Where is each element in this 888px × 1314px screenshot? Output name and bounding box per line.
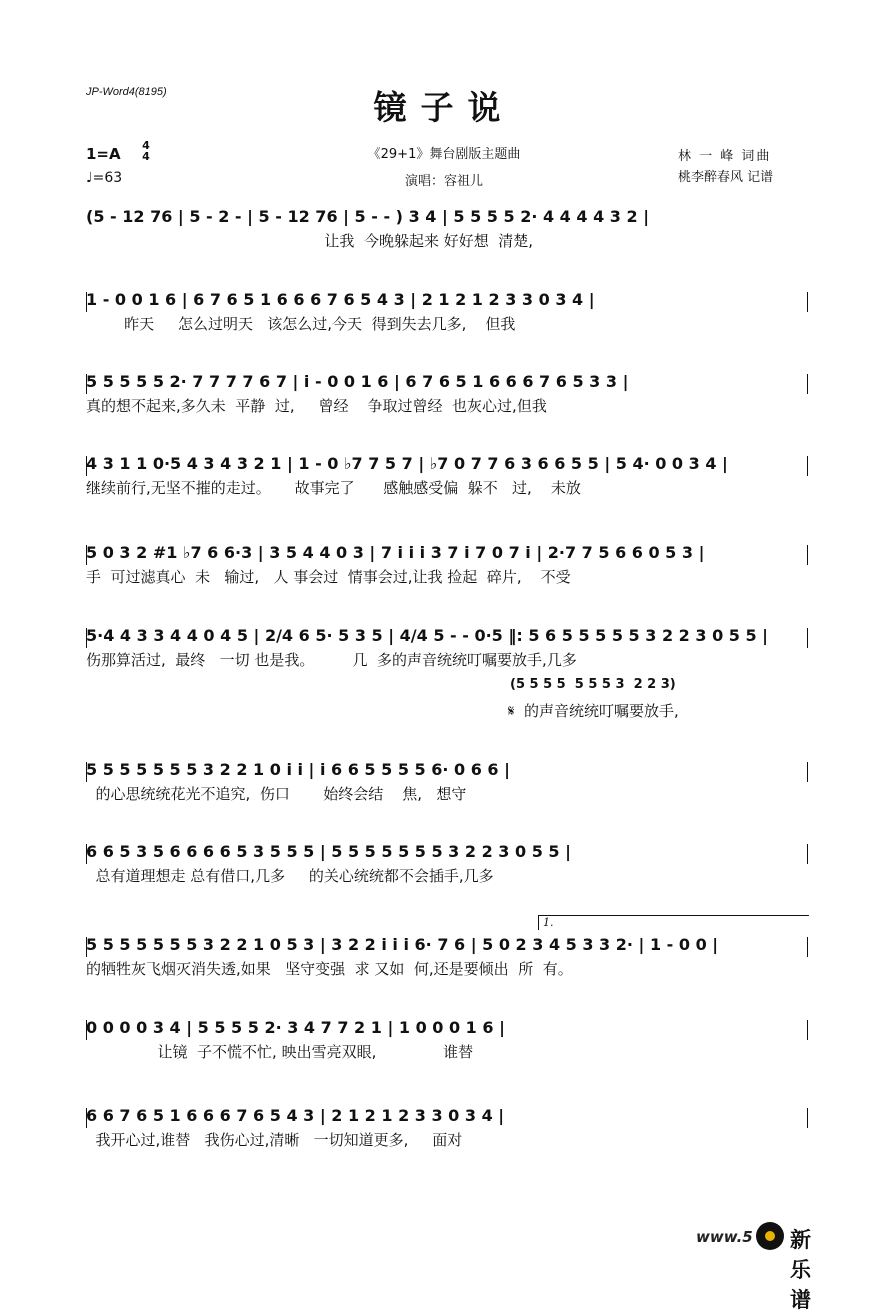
notation-line: 4 3 1 1 0·5 4 3 4 3 2 1 | 1 - 0 ♭7 7 5 7 | ♭7 0 7 7 6 3 6 6 5 5 | 5 4· 0 0 3 4 | [86,454,728,473]
notation-line: 5 5 5 5 5 5 5 3 2 2 1 0 i i | i 6 6 5 5 5 5 6· 0 6 6 | [86,760,510,779]
alternate-lyrics-line [508,700,679,721]
volta-number: 1. [543,916,554,929]
notation-line: 5 5 5 5 5 2· 7 7 7 7 6 7 | i - 0 0 1 6 | 6 7 6 5 1 6 6 6 7 6 5 3 3 | [86,372,629,391]
time-denominator: 4 [142,150,150,163]
lyrics-line: 让镜 子不慌不忙, 映出雪亮双眼, 谁替 [86,1043,474,1061]
software-version: JP-Word4(8195) [86,86,167,98]
subtitle: 《29+1》舞台剧版主题曲 [367,147,521,162]
first-ending-bracket [538,915,809,930]
notation-line: 5 5 5 5 5 5 5 3 2 2 1 0 5 3 | 3 2 2 i i i 6· 7 6 | 5 0 2 3 4 5 3 3 2· | 1 - 0 0 | [86,935,719,954]
lyrics-line: 真的想不起来,多久未 平静 过, 曾经 争取过曾经 也灰心过,但我 [86,397,547,415]
notation-line: 1 - 0 0 1 6 | 6 7 6 5 1 6 6 6 7 6 5 4 3 | 2 1 2 1 2 3 3 0 3 4 | [86,290,595,309]
lyrics-line: 我开心过,谁替 我伤心过,清晰 一切知道更多, 面对 [86,1131,463,1149]
lyrics-line: 让我 今晚躲起来 好好想 清楚, [86,232,534,250]
watermark-site-name[interactable]: 新乐谱 [790,1228,811,1312]
notation-line: 6 6 5 3 5 6 6 6 6 5 3 5 5 5 | 5 5 5 5 5 5 5 3 2 2 3 0 5 5 | [86,842,571,861]
watermark-url[interactable]: www.5 [696,1228,753,1246]
notation-line: (5 - 12 76 | 5 - 2 - | 5 - 12 76 | 5 - - ) 3 4 | 5 5 5 5 2· 4 4 4 4 3 2 | [86,207,650,226]
notation-line: 5 0 3 2 #1 ♭7 6 6·3 | 3 5 4 4 0 3 | 7 i i i 3 7 i 7 0 7 i | 2·7 7 5 6 6 0 5 3 | [86,543,705,562]
lyrics-line: 伤那算活过, 最终 一切 也是我。 几 多的声音统统叮嘱要放手,几多 [86,651,577,669]
lyrics-line: 手 可过滤真心 未 输过, 人 事会过 情事会过,让我 捡起 碎片, 不受 [86,568,571,586]
time-numerator: 4 [142,139,150,152]
notation-line: 0 0 0 0 3 4 | 5 5 5 5 2· 3 4 7 7 2 1 | 1 0 0 0 1 6 | [86,1018,505,1037]
song-title: 镜子说 [373,88,515,127]
credit-notation: 桃李醉春风 记谱 [678,170,774,185]
segno-sign: 𝄋 [508,702,515,720]
lyrics-line: 昨天 怎么过明天 该怎么过,今天 得到失去几多, 但我 [86,315,516,333]
key-signature: 1=A [86,145,121,163]
tempo-marking: ♩=63 [86,170,123,186]
lyrics-line: 总有道理想走 总有借口,几多 的关心统统都不会插手,几多 [86,867,494,885]
lyrics-line: 继续前行,无坚不摧的走过。 故事完了 感触感受偏 躲不 过, 未放 [86,479,581,497]
singer: 演唱：容祖儿 [404,174,483,189]
notation-line: 6 6 7 6 5 1 6 6 6 7 6 5 4 3 | 2 1 2 1 2 3 3 0 3 4 | [86,1106,505,1125]
credit-lyrics-music: 林 一 峰 词曲 [678,149,772,164]
alternate-lyrics: 的声音统统叮嘱要放手, [524,702,679,720]
alternate-notes: (5 5 5 5 5 5 5 3 2 2 3) [510,677,676,692]
lyrics-line: 的牺牲灰飞烟灭消失透,如果 坚守变强 求 又如 何,还是要倾出 所 有。 [86,960,573,978]
vinyl-record-icon [756,1222,784,1250]
lyrics-line: 的心思统统花光不追究, 伤口 始终会结 焦, 想守 [86,785,467,803]
notation-line: 5·4 4 3 3 4 4 0 4 5 | 2/4 6 5· 5 3 5 | 4/4 5 - - 0·5 ‖: 5 6 5 5 5 5 5 3 2 2 3 0 5 5 | [86,626,769,645]
